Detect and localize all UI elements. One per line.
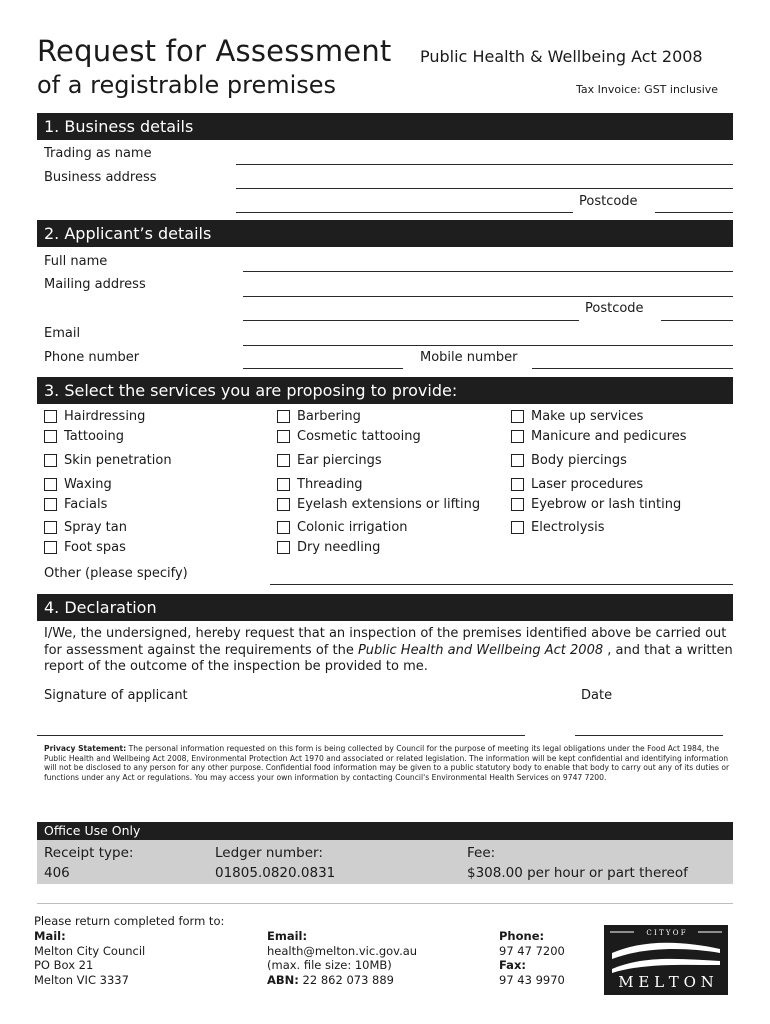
privacy-label: Privacy Statement: (44, 744, 127, 753)
checkbox-facials[interactable] (44, 498, 57, 511)
checkbox-cosmetic-tattooing[interactable] (277, 430, 290, 443)
checkbox-barbering[interactable] (277, 410, 290, 423)
mail-line-1: Melton City Council (34, 943, 146, 958)
footer-phone-value: 97 47 7200 (499, 943, 565, 958)
service-label-make-up-services: Make up services (531, 409, 644, 424)
footer-fax-label: Fax: (499, 958, 526, 973)
service-label-waxing: Waxing (64, 477, 112, 492)
email-size-note: (max. file size: 10MB) (267, 958, 392, 973)
trading-as-field[interactable] (236, 164, 733, 165)
service-label-electrolysis: Electrolysis (531, 520, 605, 535)
checkbox-threading[interactable] (277, 478, 290, 491)
full-name-label: Full name (44, 254, 108, 269)
checkbox-ear-piercings[interactable] (277, 454, 290, 467)
applicant-postcode-field[interactable] (661, 320, 733, 321)
signature-label: Signature of applicant (44, 688, 188, 703)
service-label-facials: Facials (64, 497, 108, 512)
office-use-heading: Office Use Only (37, 822, 733, 840)
checkbox-spray-tan[interactable] (44, 521, 57, 534)
service-label-manicure-and-pedicures: Manicure and pedicures (531, 429, 687, 444)
checkbox-body-piercings[interactable] (511, 454, 524, 467)
receipt-type-value: 406 (44, 865, 70, 881)
service-label-tattooing: Tattooing (64, 429, 124, 444)
service-label-spray-tan: Spray tan (64, 520, 127, 535)
footer-divider (37, 903, 733, 904)
date-label: Date (581, 688, 613, 703)
section-declaration-heading: 4. Declaration (37, 594, 733, 621)
tax-invoice-note: Tax Invoice: GST inclusive (576, 83, 719, 96)
form-title: Request for Assessment (37, 34, 392, 68)
mobile-label: Mobile number (420, 350, 518, 365)
section-business-heading: 1. Business details (37, 113, 733, 140)
checkbox-electrolysis[interactable] (511, 521, 524, 534)
checkbox-eyelash-extensions-or-lifting[interactable] (277, 498, 290, 511)
mailing-address-field-2[interactable] (243, 320, 579, 321)
signature-field[interactable] (37, 735, 525, 736)
ledger-number-label: Ledger number: (215, 845, 323, 861)
mail-line-3: Melton VIC 3337 (34, 972, 129, 987)
trading-as-label: Trading as name (44, 146, 152, 161)
fee-label: Fee: (467, 845, 496, 861)
service-label-colonic-irrigation: Colonic irrigation (297, 520, 408, 535)
business-address-field[interactable] (236, 188, 733, 189)
mail-block (34, 929, 145, 987)
service-label-skin-penetration: Skin penetration (64, 453, 172, 468)
footer-phone-label: Phone: (499, 929, 545, 943)
service-label-dry-needling: Dry needling (297, 540, 381, 555)
phone-label: Phone number (44, 350, 140, 365)
mailing-address-field[interactable] (243, 296, 733, 297)
section-applicant-heading: 2. Applicant’s details (37, 220, 733, 247)
form-subtitle: of a registrable premises (37, 71, 337, 99)
declaration-text-part2: , and that a written report of the outcome of the inspection be provided to me. (44, 642, 733, 674)
date-field[interactable] (575, 735, 723, 736)
checkbox-dry-needling[interactable] (277, 541, 290, 554)
city-of-melton-logo (604, 925, 728, 995)
business-postcode-label: Postcode (579, 194, 638, 209)
checkbox-foot-spas[interactable] (44, 541, 57, 554)
checkbox-manicure-and-pedicures[interactable] (511, 430, 524, 443)
service-label-hairdressing: Hairdressing (64, 409, 146, 424)
mailing-address-label: Mailing address (44, 277, 146, 292)
service-label-body-piercings: Body piercings (531, 453, 627, 468)
phone-field[interactable] (243, 368, 403, 369)
abn-value: 22 862 073 889 (298, 972, 394, 987)
declaration-text (44, 626, 734, 676)
declaration-text-part1: I/We, the undersigned, hereby request that an inspection of the premises identified above be carried out for assessment against the requirements of the (44, 626, 727, 658)
ledger-number-value: 01805.0820.0831 (215, 865, 336, 881)
footer-email-link[interactable]: health@melton.vic.gov.au (267, 943, 418, 958)
declaration-act-name: Public Health and Wellbeing Act 2008 (357, 642, 604, 658)
phone-block (499, 929, 565, 987)
privacy-statement (44, 744, 734, 782)
fee-value: $308.00 per hour or part thereof (467, 865, 688, 881)
return-instructions: Please return completed form to: (34, 914, 225, 928)
service-label-barbering: Barbering (297, 409, 361, 424)
logo-top-text: C I T Y O F (646, 929, 686, 937)
mobile-field[interactable] (532, 368, 733, 369)
footer-email-label: Email: (267, 929, 308, 943)
logo-name-text: M E L T O N (618, 973, 714, 991)
receipt-type-label: Receipt type: (44, 845, 134, 861)
checkbox-tattooing[interactable] (44, 430, 57, 443)
checkbox-eyebrow-or-lash-tinting[interactable] (511, 498, 524, 511)
checkbox-make-up-services[interactable] (511, 410, 524, 423)
checkbox-waxing[interactable] (44, 478, 57, 491)
service-label-eyelash-extensions-or-lifting: Eyelash extensions or lifting (297, 497, 481, 512)
footer-fax-value: 97 43 9970 (499, 972, 565, 987)
service-label-threading: Threading (297, 477, 363, 492)
applicant-postcode-label: Postcode (585, 301, 644, 316)
business-address-label: Business address (44, 170, 157, 185)
business-postcode-field[interactable] (655, 212, 733, 213)
mail-label: Mail: (34, 929, 66, 943)
other-services-field[interactable] (270, 584, 733, 585)
section-services-heading: 3. Select the services you are proposing to provide: (37, 377, 733, 404)
service-label-foot-spas: Foot spas (64, 540, 126, 555)
other-services-label: Other (please specify) (44, 566, 188, 581)
service-label-cosmetic-tattooing: Cosmetic tattooing (297, 429, 421, 444)
privacy-text: The personal information requested on this form is being collected by Council for the purpose of meeting its legal obligations under the Food Act 1984, the Public Health and Wellbeing Act 2008, Environmental Protection Act 1970 and associated or related legislation. The information will be kept confidential and identifying information will not be disclosed to any person for any other purpose. Confidential food information may be given to a public statutory body to enable that body to carry out any of its duties or functions under any Act or regulations. You may access your own information by contacting Council's Environmental Health Services on 9747 7200. (44, 744, 730, 782)
logo-graphic (604, 925, 728, 995)
checkbox-laser-procedures[interactable] (511, 478, 524, 491)
checkbox-skin-penetration[interactable] (44, 454, 57, 467)
service-label-ear-piercings: Ear piercings (297, 453, 382, 468)
email-field[interactable] (243, 345, 733, 346)
full-name-field[interactable] (243, 271, 733, 272)
email-block (267, 929, 417, 987)
service-label-laser-procedures: Laser procedures (531, 477, 644, 492)
checkbox-hairdressing[interactable] (44, 410, 57, 423)
abn-label: ABN: (267, 972, 299, 987)
mail-line-2: PO Box 21 (34, 958, 94, 973)
checkbox-colonic-irrigation[interactable] (277, 521, 290, 534)
business-address-field-2[interactable] (236, 212, 573, 213)
service-label-eyebrow-or-lash-tinting: Eyebrow or lash tinting (531, 497, 682, 512)
email-label: Email (44, 326, 81, 341)
act-name: Public Health & Wellbeing Act 2008 (420, 47, 703, 66)
